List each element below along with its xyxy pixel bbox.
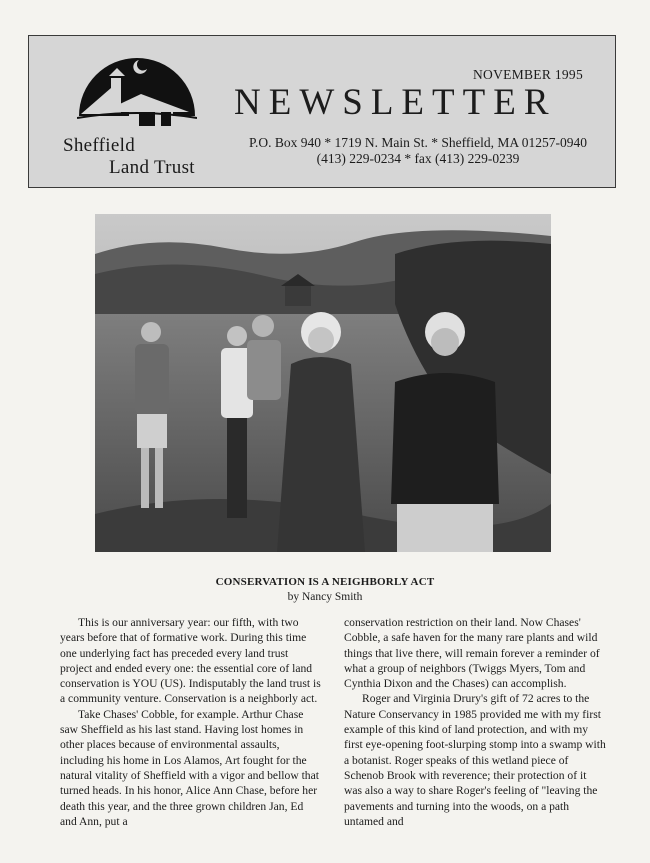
address-line: P.O. Box 940 * 1719 N. Main St. * Sheffield, MA 01257-0940 [248, 135, 587, 150]
issue-date: NOVEMBER 1995 [473, 67, 584, 82]
photo-illustration [95, 214, 551, 552]
paragraph: This is our anniversary year: our fifth, with two years before that of formative work. During this time one underlying fact has preceded every land trust project and ended every one: the essential core of land conservation is YOU (US). Indisputably the land trust is a community venture. Conservation is a neighborly act. [60, 616, 321, 706]
article-column-left [60, 615, 322, 829]
logo-text-sheffield: Sheffield [63, 135, 136, 156]
article-byline: by Nancy Smith [287, 591, 363, 603]
logo-text-land-trust: Land Trust [109, 157, 195, 178]
land-trust-logo [77, 48, 197, 138]
group-photo [95, 214, 551, 552]
article-column-right [344, 615, 606, 829]
article-headline: CONSERVATION IS A NEIGHBORLY ACT [215, 576, 435, 588]
address-block [243, 135, 593, 167]
paragraph: conservation restriction on their land. Now Chases' Cobble, a safe haven for the many rare plants and wild things that live there, will remain forever a reminder of what a group of neighbors (Twiggs Myers, Tom and Cynthia Dixon and the Chases) can accomplish. [344, 616, 600, 691]
newsletter-title: NEWSLETTER [234, 82, 557, 123]
phone-fax-line: (413) 229-0234 * fax (413) 229-0239 [316, 151, 520, 166]
masthead [28, 35, 616, 188]
paragraph: Roger and Virginia Drury's gift of 72 acres to the Nature Conservancy in 1985 provided me with my first example of this kind of land protection, and with my first eye-opening foot-slurping stomp into a swamp with a botanist. Roger speaks of this wetland piece of Schenob Brook with reverence; their protection of it was also a way to share Roger's feeling of "leaving the pavements and turning into the woods, on a path untamed and [344, 692, 606, 828]
paragraph: Take Chases' Cobble, for example. Arthur Chase saw Sheffield as his last stand. Having lost homes in other places because of environmental assaults, including his home in Los Alamos, Art fought for the natural vitality of Sheffield with a vigor and bellow that turned heads. In his honor, Alice Ann Chase, before her death this year, and the three grown children Jan, Ed and Ann, put a [60, 707, 319, 828]
